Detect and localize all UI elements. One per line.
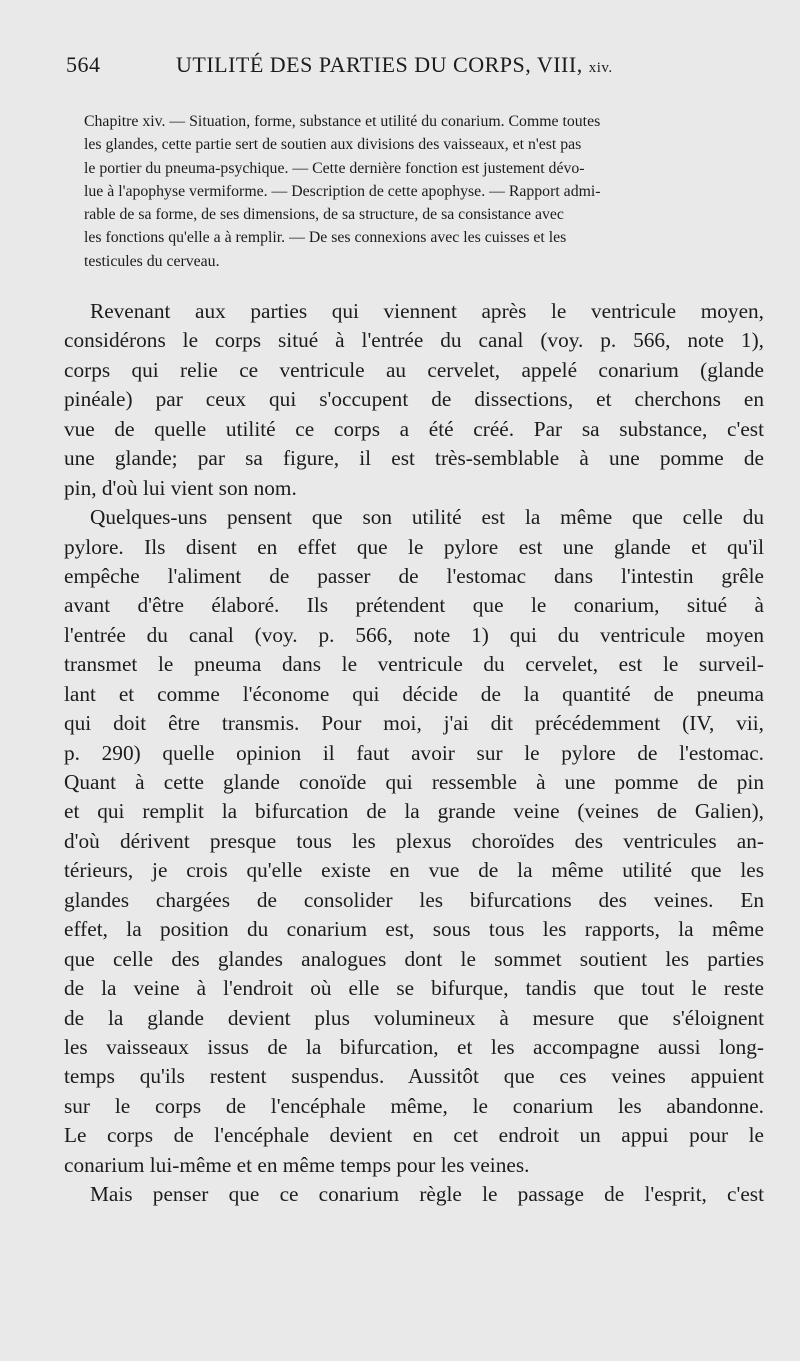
page-number: 564 xyxy=(66,52,101,77)
paragraph-line: transmet le pneuma dans le ventricule du cervelet, est le surveil- xyxy=(64,652,764,677)
summary-line: lue à l'apophyse vermiforme. — Description de cette apophyse. — Rapport admi- xyxy=(84,182,601,200)
paragraph-line: de la veine à l'endroit où elle se bifurque, tandis que tout le reste xyxy=(64,976,764,1001)
running-title xyxy=(176,52,613,78)
paragraph-line: conarium lui-même et en même temps pour les veines. xyxy=(64,1152,530,1177)
paragraph-line: empêche l'aliment de passer de l'estomac dans l'intestin grêle xyxy=(64,563,764,588)
paragraph-line: les vaisseaux issus de la bifurcation, et les accompagne aussi long- xyxy=(64,1034,764,1059)
summary-line: testicules du cerveau. xyxy=(84,252,220,270)
running-chapter: xiv. xyxy=(588,60,613,76)
paragraph-line: térieurs, je crois qu'elle existe en vue de la même utilité que les xyxy=(64,858,764,883)
paragraph-line: une glande; par sa figure, il est très-semblable à une pomme de xyxy=(64,446,764,471)
paragraph-line: pylore. Ils disent en effet que le pylore est une glande et qu'il xyxy=(64,534,764,559)
summary-line: le portier du pneuma-psychique. — Cette dernière fonction est justement dévo- xyxy=(84,159,585,177)
paragraph-line: Quelques-uns pensent que son utilité est la même que celle du xyxy=(90,505,764,530)
paragraph-line: p. 290) quelle opinion il faut avoir sur le pylore de l'estomac. xyxy=(64,740,764,765)
page-header xyxy=(66,52,756,82)
body-text xyxy=(64,297,764,1210)
paragraph-line: lant et comme l'économe qui décide de la quantité de pneuma xyxy=(64,681,764,706)
paragraph-line: Revenant aux parties qui viennent après le ventricule moyen, xyxy=(90,299,764,323)
paragraph-line: considérons le corps situé à l'entrée du canal (voy. p. 566, note 1), xyxy=(64,328,764,353)
paragraph-line: et qui remplit la bifurcation de la grande veine (veines de Galien), xyxy=(64,799,764,824)
paragraph-line: pinéale) par ceux qui s'occupent de dissections, et cherchons en xyxy=(64,387,764,412)
paragraph-line: d'où dérivent presque tous les plexus choroïdes des ventricules an- xyxy=(64,828,764,853)
paragraph-line: Quant à cette glande conoïde qui ressemble à une pomme de pin xyxy=(64,770,764,794)
summary-line: Chapitre xiv. — Situation, forme, substance et utilité du conarium. Comme toutes xyxy=(84,113,601,130)
summary-line: les glandes, cette partie sert de soutien aux divisions des vaisseaux, et n'est pas xyxy=(84,136,582,154)
running-title-text: UTILITÉ DES PARTIES DU CORPS, VIII, xyxy=(176,52,589,77)
chapter-summary xyxy=(84,110,754,273)
paragraph-line: l'entrée du canal (voy. p. 566, note 1) qui du ventricule moyen xyxy=(64,622,764,647)
paragraph-line: Mais penser que ce conarium règle le passage de l'esprit, c'est xyxy=(90,1182,764,1207)
paragraph-line: que celle des glandes analogues dont le sommet soutient les parties xyxy=(64,946,764,971)
paragraph-line: effet, la position du conarium est, sous tous les rapports, la même xyxy=(64,917,764,942)
paragraph-line: Le corps de l'encéphale devient en cet endroit un appui pour le xyxy=(64,1123,764,1148)
paragraph-line: de la glande devient plus volumineux à mesure que s'éloignent xyxy=(64,1005,764,1030)
summary-line: rable de sa forme, de ses dimensions, de sa structure, de sa consistance avec xyxy=(84,206,564,224)
paragraph-line: sur le corps de l'encéphale même, le conarium les abandonne. xyxy=(64,1093,764,1118)
paragraph-line: avant d'être élaboré. Ils prétendent que le conarium, situé à xyxy=(64,593,764,618)
paragraph-line: vue de quelle utilité ce corps a été créé. Par sa substance, c'est xyxy=(64,416,764,441)
paragraph-line: corps qui relie ce ventricule au cervelet, appelé conarium (glande xyxy=(64,357,764,382)
paragraph-line: temps qu'ils restent suspendus. Aussitôt que ces veines appuient xyxy=(64,1064,764,1089)
paragraph-line: qui doit être transmis. Pour moi, j'ai dit précédemment (IV, vii, xyxy=(64,711,764,736)
paragraph-line: pin, d'où lui vient son nom. xyxy=(64,475,297,500)
paragraph-line: glandes chargées de consolider les bifurcations des veines. En xyxy=(64,887,764,912)
summary-line: les fonctions qu'elle a à remplir. — De ses connexions avec les cuisses et les xyxy=(84,229,567,247)
